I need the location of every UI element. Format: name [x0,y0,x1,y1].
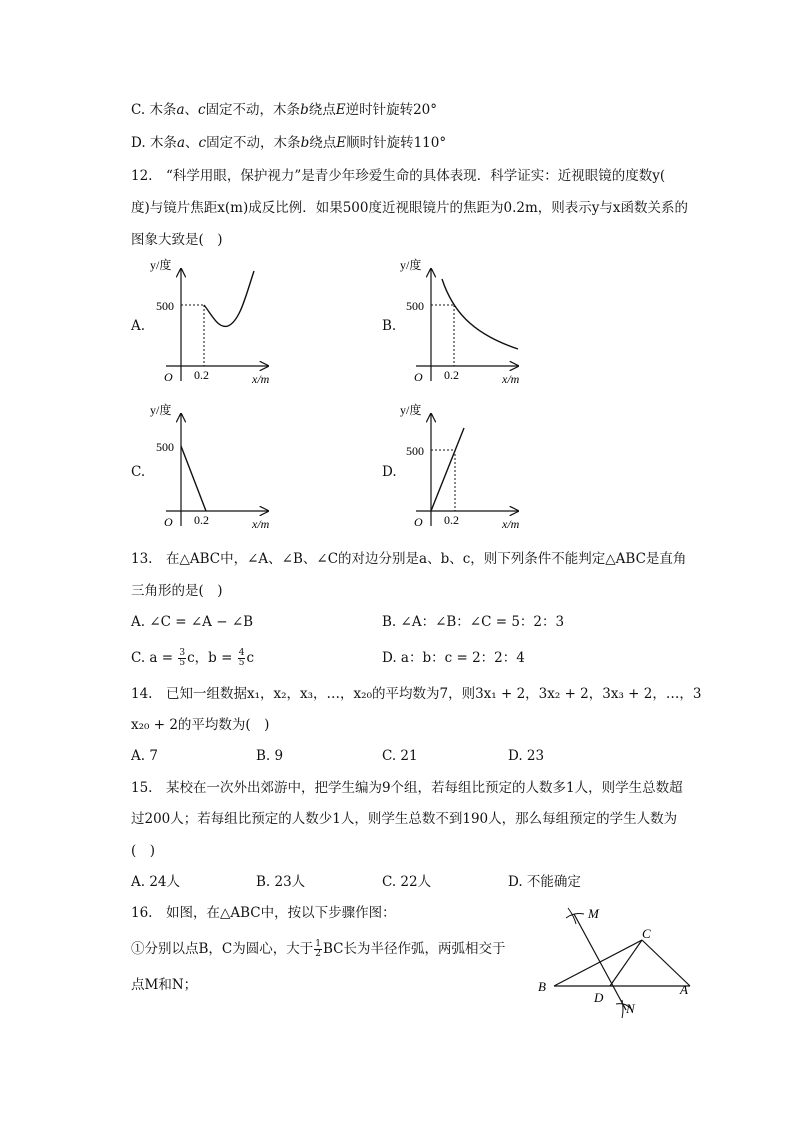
x-axis-label: x/m [252,372,270,386]
y-value-label: 500 [156,299,174,313]
q13-stem-line1: 13. 在△ABC中，∠A、∠B、∠C的对边分别是a、b、c，则下列条件不能判定△ABC是直角 [131,551,687,567]
fraction: $\frac{3}{5}$ [179,648,186,668]
q14-stem-line2: x₂₀ + 2的平均数为( ) [131,717,270,733]
q13-option-a[interactable]: A. ∠C = ∠A − ∠B [131,614,254,630]
q12-stem-line1: 12. “科学用眼，保护视力”是青少年珍爱生命的具体表现．科学证实：近视眼镜的度数y( [131,168,666,184]
fraction: $\frac{1}{2}$ [315,939,321,959]
x-axis-label: x/m [502,372,520,386]
origin-label: O [414,370,423,384]
y-axis-label: y/度 [400,258,422,272]
y-axis-label: y/度 [150,403,172,417]
q16-figure [530,900,720,1025]
y-value-label: 500 [406,444,424,458]
q15-stem-line3: ( ) [131,843,156,859]
origin-label: O [414,515,423,529]
y-axis-label: y/度 [150,258,172,272]
q12-graph-a[interactable] [148,253,283,388]
origin-label: O [164,370,173,384]
q12-option-d-label[interactable]: D. [382,464,397,480]
x-value-label: 0.2 [444,368,459,382]
q15-stem-line1: 15. 某校在一次外出郊游中，把学生编为9个组，若每组比预定的人数多1人，则学生总数超 [131,780,683,796]
segment-ca [642,940,690,986]
y-axis-label: y/度 [400,403,422,417]
q13-option-b[interactable]: B. ∠A：∠B：∠C = 5：2：3 [382,614,565,630]
x-axis-label: x/m [502,517,520,531]
x-axis-label: x/m [252,517,270,531]
q13-option-d[interactable]: D. a：b：c = 2：2：4 [382,650,525,666]
curve [204,271,254,326]
q16-stem-line2: ①分别以点B，C为圆心，大于 $\frac{1}{2}$ BC长为半径作弧，两弧相交于 [131,939,506,959]
label-n: N [626,1001,635,1016]
label-d: D [594,990,604,1005]
line-graph [181,446,206,511]
q16-stem-line1: 16. 如图，在△ABC中，按以下步骤作图： [131,905,396,921]
q15-option-c[interactable]: C. 22人 [382,874,432,890]
q14-option-d[interactable]: D. 23 [508,748,545,764]
q15-stem-line2: 过200人；若每组比预定的人数少1人，则学生总数不到190人，那么每组预定的学生人数为 [131,811,678,827]
curve [442,279,518,349]
arc-n-2 [622,1000,623,1018]
q12-stem-line3: 图象大致是( ) [131,232,223,248]
q14-option-b[interactable]: B. 9 [256,748,284,764]
q12-option-a-label[interactable]: A. [131,318,146,334]
line-graph [431,428,464,511]
q13-stem-line2: 三角形的是( ) [131,583,223,599]
label-a: A [680,982,688,997]
label-m: M [588,906,599,921]
x-value-label: 0.2 [194,513,209,527]
q16-stem-line3: 点M和N； [131,977,198,993]
q15-option-b[interactable]: B. 23人 [256,874,306,890]
q12-graph-c[interactable] [148,398,283,533]
q12-option-b-label[interactable]: B. [382,318,397,334]
q14-option-c[interactable]: C. 21 [382,748,418,764]
q12-option-c-label[interactable]: C. [131,464,146,480]
q12-graph-b[interactable] [398,253,533,388]
segment-bc [554,940,642,986]
segment-cd [610,940,642,986]
q14-stem-line1: 14. 已知一组数据x₁，x₂，x₃，…，x₂₀的平均数为7，则3x₁ + 2，3x₂ + 2，3x₃ + 2，…，3 [131,686,702,702]
label-c: C [642,926,651,941]
q14-option-a[interactable]: A. 7 [131,748,158,764]
q15-option-d[interactable]: D. 不能确定 [508,874,581,890]
fraction: $\frac{4}{5}$ [238,648,245,668]
x-value-label: 0.2 [194,368,209,382]
q12-stem-line2: 度)与镜片焦距x(m)成反比例．如果500度近视眼镜片的焦距为0.2m，则表示y与x函数关系的 [131,200,688,216]
q15-option-a[interactable]: A. 24人 [131,874,181,890]
q11-option-c: C. 木条a、c固定不动，木条b绕点E逆时针旋转20° [131,102,438,118]
x-value-label: 0.2 [444,513,459,527]
origin-label: O [164,515,173,529]
label-b: B [538,979,546,994]
q12-graph-d[interactable] [398,398,533,533]
y-value-label: 500 [156,440,174,454]
q13-option-c[interactable]: C. a = $\frac{3}{5}$ c，b = $\frac{4}{5}$ c [131,648,255,668]
q11-option-d: D. 木条a、c固定不动，木条b绕点E顺时针旋转110° [131,135,447,151]
y-value-label: 500 [406,299,424,313]
